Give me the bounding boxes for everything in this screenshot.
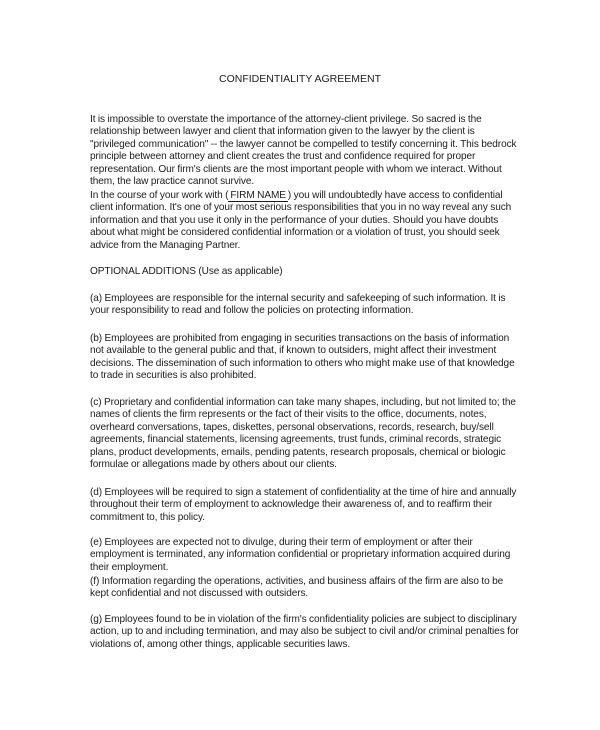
firm-name-placeholder: FIRM NAME xyxy=(230,190,286,201)
course-text-after: ) you will undoubtedly have access to confidential client information. It's one of your most serious responsibilities that you in no way reveal any such information and that you use it only in the performance of your duties. Should you have doubts about what might be considered confidential information or a violation of trust, you should seek advice from the Managing Partner. xyxy=(90,190,512,251)
clause-c: (c) Proprietary and confidential information can take many shapes, including, but not limited to; the names of clients the firm represents or the fact of their visits to the office, documents, notes, overheard conversations, tapes, diskettes, personal observations, records, research, buy/sell agreements, financial statements, licensing agreements, trust funds, criminal records, strategic plans, product developments, emails, pending patents, research proposals, chemical or biologic formulae or allegations made by others about our clients. xyxy=(90,397,516,471)
document-title: CONFIDENTIALITY AGREEMENT xyxy=(219,73,381,85)
course-paragraph xyxy=(90,190,522,252)
course-text-before: In the course of your work with ( xyxy=(90,190,229,201)
clause-a: (a) Employees are responsible for the internal security and safekeeping of such information. It is your responsibility to read and follow the policies on protecting information. xyxy=(90,293,506,317)
clause-d: (d) Employees will be required to sign a statement of confidentiality at the time of hire and annually throughout their term of employment to acknowledge their awareness of, and to reaffirm their commitment to, this policy. xyxy=(90,487,517,523)
clause-f: (f) Information regarding the operations, activities, and business affairs of the firm are also to be kept confidential and not discussed with outsiders. xyxy=(90,576,504,600)
clause-e: (e) Employees are expected not to divulge, during their term of employment or after their employment is terminated, any information confidential or proprietary information acquired during their employment. xyxy=(90,537,511,573)
intro-paragraph: It is impossible to overstate the importance of the attorney-client privilege. So sacred is the relationship between lawyer and client that information given to the lawyer by the client is "privileged communication" -- the lawyer cannot be compelled to testify concerning it. This bedrock principle between attorney and client creates the trust and confidence required for proper representation. Our firm's clients are the most important people with whom we interact. Without them, the law practice cannot survive. xyxy=(90,114,517,188)
clause-b: (b) Employees are prohibited from engaging in securities transactions on the basis of information not available to the general public and that, if known to outsiders, might affect their investment decisions. The dissemination of such information to others who might make use of that knowledge to trade in securities is also prohibited. xyxy=(90,333,515,382)
clause-g: (g) Employees found to be in violation of the firm's confidentiality policies are subject to disciplinary action, up to and including termination, and may also be subject to civil and/or criminal penalties for violations of, among other things, applicable securities laws. xyxy=(90,614,519,650)
optional-additions-heading: OPTIONAL ADDITIONS (Use as applicable) xyxy=(90,266,283,277)
